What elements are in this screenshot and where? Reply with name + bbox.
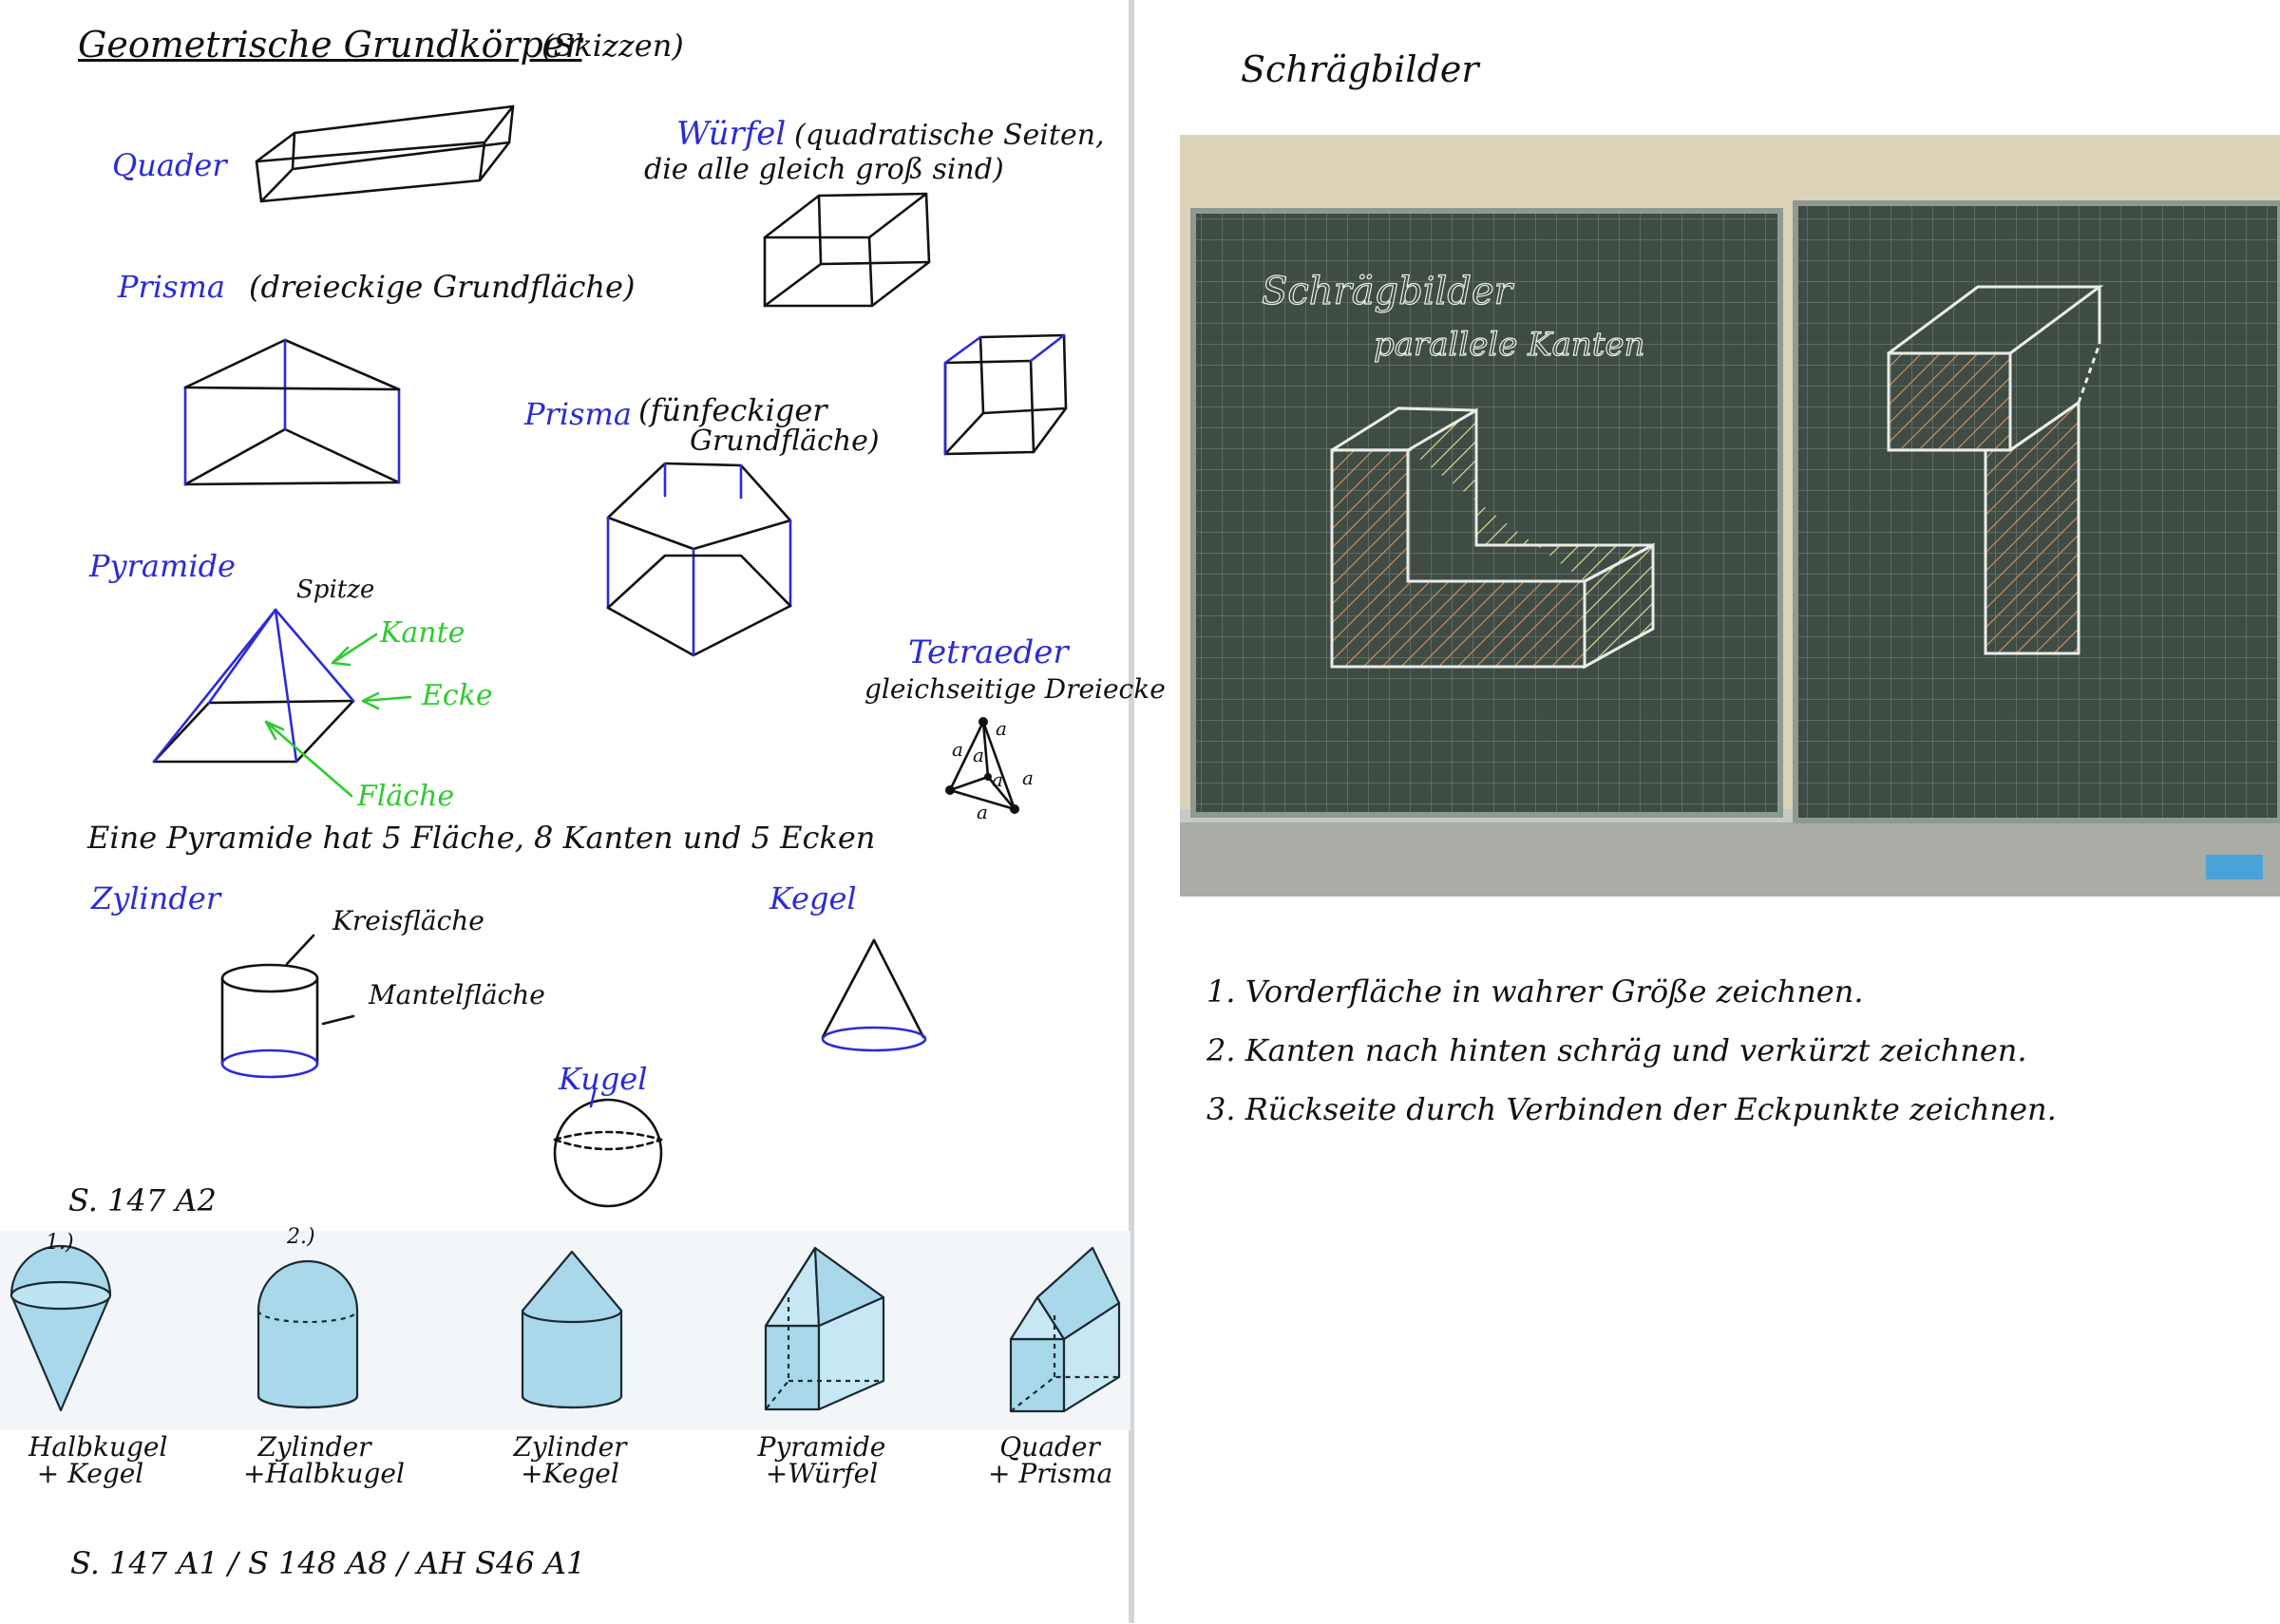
figure-caption-1-line-2: + Kegel [36, 1458, 144, 1489]
label-wuerfel: Würfel [676, 115, 787, 153]
prisma-fuenfeckig-note-2: Grundfläche) [690, 425, 880, 458]
prisma-dreieck-blue-edges [185, 340, 399, 484]
tetra-a-2: a [952, 738, 963, 761]
pyramid-sentence: Eine Pyramide hat 5 Fläche, 8 Kanten und 5 Ecken [87, 820, 876, 856]
label-kante: Kante [380, 616, 466, 650]
figure-caption-2-line-1: Zylinder [257, 1431, 371, 1463]
task-a2: S. 147 A2 [68, 1182, 217, 1218]
tetraeder-note: gleichseitige Dreiecke [864, 673, 1166, 705]
label-spitze: Spitze [296, 576, 375, 604]
label-mantelflaeche: Mantelfläche [369, 979, 545, 1010]
figure-caption-3-line-1: Zylinder [513, 1431, 627, 1463]
tetraeder-letters [952, 717, 1034, 823]
figure-caption-2 [243, 1431, 405, 1489]
label-quader: Quader [112, 147, 227, 183]
figure-caption-3-line-2: +Kegel [521, 1458, 619, 1489]
label-tetraeder: Tetraeder [908, 633, 1069, 671]
tetra-a-3: a [973, 744, 984, 766]
label-prisma-fuenfeckig: Prisma [524, 396, 632, 432]
wuerfel-2-sketch [945, 335, 1066, 454]
tetra-a-5: a [1022, 766, 1034, 789]
wuerfel-sketch [765, 194, 929, 306]
figure-caption-1-line-1: Halbkugel [28, 1431, 168, 1463]
right-title: Schrägbilder [1241, 48, 1479, 90]
figure-zylinder-kegel [522, 1252, 621, 1407]
wuerfel-note-1: (quadratische Seiten, [794, 119, 1105, 152]
tasks-bottom: S. 147 A1 / S 148 A8 / AH S46 A1 [70, 1545, 586, 1581]
figure-caption-5-line-1: Quader [999, 1431, 1100, 1463]
tetra-a-6: a [977, 801, 988, 823]
tetra-a-1: a [996, 717, 1007, 740]
figure-caption-4-line-2: +Würfel [765, 1458, 879, 1489]
green-arrows [266, 634, 410, 796]
figure-caption-5-line-2: + Prisma [988, 1458, 1113, 1489]
board-title: Schrägbilder [1262, 270, 1512, 313]
figure-number-2: 2.) [287, 1225, 315, 1249]
label-flaeche: Fläche [357, 780, 455, 813]
figure-quader-prisma [1011, 1248, 1119, 1411]
label-pyramide: Pyramide [89, 548, 236, 584]
kugel-sketch [555, 1090, 661, 1206]
board-subtitle: parallele Kanten [1374, 326, 1645, 364]
step-2: 2. Kanten nach hinten schräg und verkürzt zeichnen. [1206, 1032, 2027, 1068]
figure-caption-3 [504, 1431, 636, 1489]
figure-number-1: 1.) [46, 1231, 74, 1255]
sketches-canvas [0, 0, 1130, 1231]
label-zylinder: Zylinder [91, 880, 221, 916]
wuerfel-note-2: die alle gleich groß sind) [644, 153, 1004, 186]
prisma-dreieck-sketch [185, 340, 399, 484]
label-kreisflaeche: Kreisfläche [332, 905, 484, 936]
figure-caption-4 [750, 1431, 893, 1489]
label-prisma-dreieckig: Prisma [118, 269, 225, 305]
figure-halbkugel-kegel [11, 1246, 110, 1410]
title-note: (Skizzen) [542, 28, 684, 64]
prisma-dreieckig-note: (dreieckige Grundfläche) [249, 269, 636, 305]
figure-pyramide-wuerfel [766, 1248, 884, 1409]
prisma-fuenfeck-sketch [608, 463, 790, 655]
pyramide-sketch [154, 610, 353, 762]
board-tray [1180, 819, 2280, 897]
prisma-fuenfeckig-note-1: (fünfeckiger [638, 392, 827, 428]
zylinder-sketch [222, 935, 353, 1077]
chalkboard-photo [1180, 135, 2280, 897]
tetra-a-4: a [992, 768, 1003, 791]
figure-caption-4-line-1: Pyramide [757, 1431, 886, 1463]
figure-caption-2-line-2: +Halbkugel [243, 1458, 405, 1489]
figure-caption-5 [988, 1431, 1113, 1489]
label-ecke: Ecke [422, 679, 493, 712]
step-3: 3. Rückseite durch Verbinden der Eckpunkte zeichnen. [1206, 1091, 2057, 1127]
step-1: 1. Vorderfläche in wahrer Größe zeichnen. [1206, 973, 1864, 1010]
figure-zylinder-halbkugel [258, 1261, 357, 1407]
figure-caption-1 [28, 1431, 168, 1489]
sponge [2206, 855, 2263, 879]
kegel-sketch [823, 940, 925, 1050]
label-kugel: Kugel [559, 1061, 648, 1097]
quader-sketch [256, 106, 513, 201]
label-kegel: Kegel [770, 880, 857, 916]
page-title: Geometrische Grundkörper [78, 24, 582, 66]
